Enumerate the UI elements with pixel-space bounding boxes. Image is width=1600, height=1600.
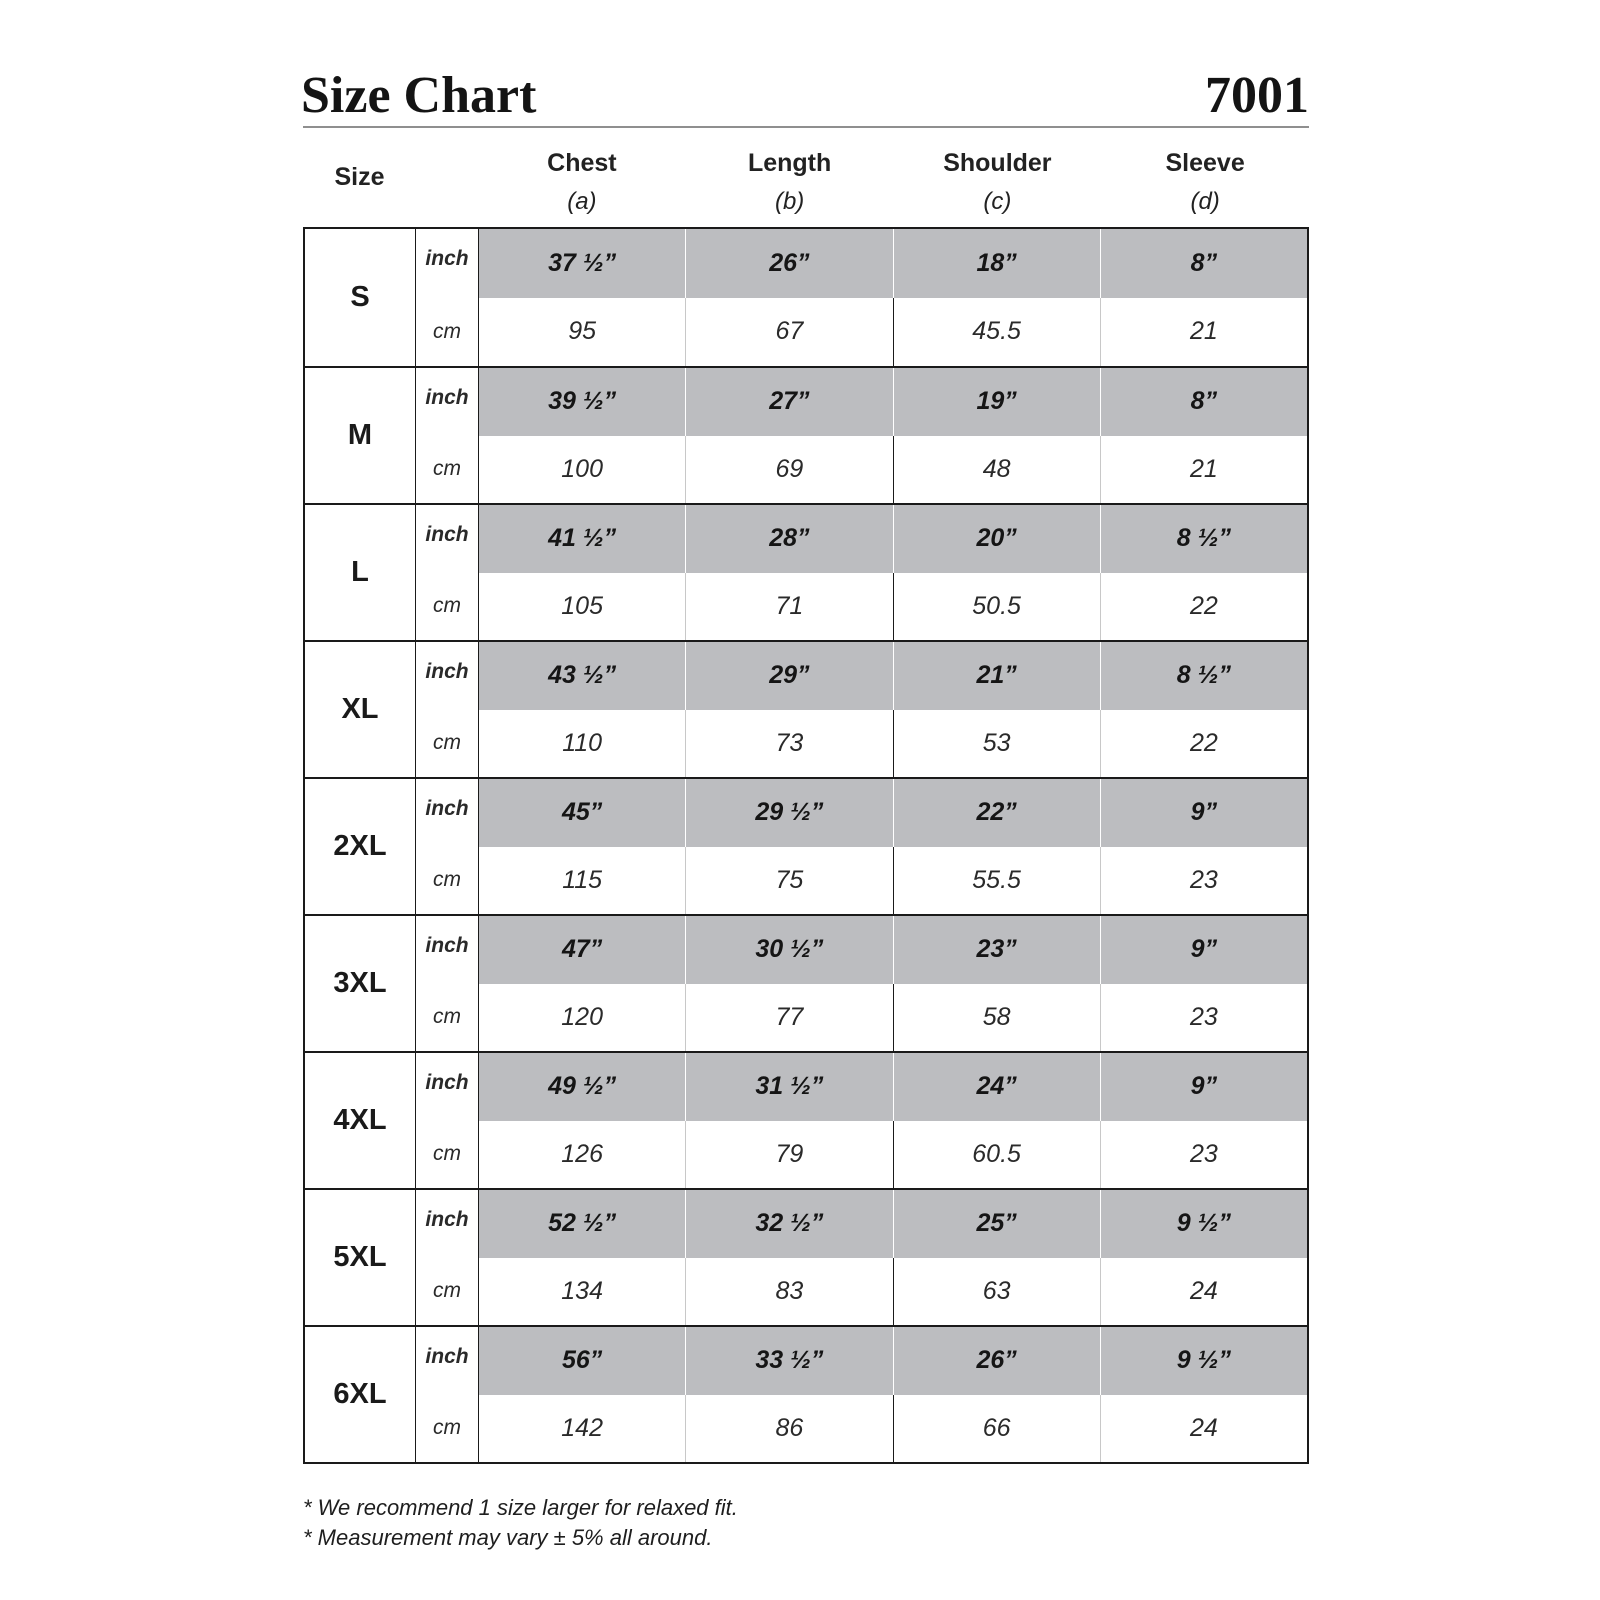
column-header-letter: (c)	[983, 188, 1012, 215]
shoulder-cm-value: 45.5	[894, 298, 1101, 367]
shoulder-inch-value: 24”	[894, 1053, 1101, 1121]
chest-inch-value: 39 ½”	[479, 368, 686, 436]
size-label: M	[305, 368, 416, 503]
column-header-length	[686, 128, 894, 227]
chest-inch-value: 37 ½”	[479, 229, 686, 298]
column-header-shoulder	[894, 128, 1102, 227]
column-header-name: Length	[747, 149, 832, 177]
column-header-name: Chest	[547, 149, 617, 177]
size-block-l	[305, 503, 1307, 640]
chest-cm-value: 142	[479, 1395, 686, 1463]
sleeve-inch-value: 8”	[1190, 387, 1218, 416]
length-inch-value: 31 ½”	[686, 1053, 893, 1121]
inch-row	[416, 916, 1307, 984]
size-block-6xl	[305, 1325, 1307, 1462]
shoulder-cm-value: 55.5	[894, 847, 1101, 915]
sleeve-inch-value: 8”	[1190, 248, 1218, 277]
page-title: Size Chart	[301, 67, 537, 124]
unit-label: inch	[416, 779, 479, 847]
shoulder-cm-value: 48	[894, 436, 1101, 504]
sleeve-cm-value: 24	[1189, 1413, 1218, 1442]
length-cm-value: 69	[686, 436, 893, 504]
chest-inch-value: 45”	[479, 779, 686, 847]
length-cm-value: 71	[686, 573, 893, 641]
product-code: 7001	[1205, 67, 1309, 124]
chest-cm-value: 100	[479, 436, 686, 504]
size-label: S	[305, 229, 416, 366]
title-row	[303, 60, 1309, 128]
unit-label: inch	[416, 368, 479, 436]
footnote-measurement-variance: * Measurement may vary ± 5% all around.	[303, 1525, 713, 1550]
shoulder-inch-value: 23”	[894, 916, 1101, 984]
cm-row	[416, 298, 1307, 367]
length-inch-value: 33 ½”	[686, 1327, 893, 1395]
size-block-xl	[305, 640, 1307, 777]
shoulder-inch-value: 26”	[894, 1327, 1101, 1395]
chest-cm-value: 110	[479, 710, 686, 778]
inch-row	[416, 368, 1307, 436]
sleeve-cm-value: 23	[1189, 1002, 1218, 1031]
length-inch-value: 28”	[686, 505, 893, 573]
length-cm-value: 73	[686, 710, 893, 778]
unit-label: cm	[416, 847, 479, 915]
cm-row	[416, 1121, 1307, 1189]
unit-label: cm	[416, 436, 479, 504]
chest-cm-value: 134	[479, 1258, 686, 1326]
sleeve-cm-value: 21	[1189, 454, 1218, 483]
size-block-m	[305, 366, 1307, 503]
measurement-rows	[416, 1327, 1307, 1462]
footnotes	[303, 1493, 738, 1553]
size-label: 3XL	[305, 916, 416, 1051]
unit-column-header	[416, 128, 478, 227]
size-label: 5XL	[305, 1190, 416, 1325]
column-header-name: Sleeve	[1165, 149, 1245, 177]
measurement-rows	[416, 642, 1307, 777]
shoulder-cm-value: 53	[894, 710, 1101, 778]
unit-label: cm	[416, 984, 479, 1052]
chest-cm-value: 126	[479, 1121, 686, 1189]
sleeve-cm-value: 22	[1189, 728, 1218, 757]
shoulder-cm-value: 63	[894, 1258, 1101, 1326]
sleeve-cm-value: 22	[1189, 591, 1218, 620]
length-cm-value: 75	[686, 847, 893, 915]
sleeve-inch-value: 9 ½”	[1176, 1209, 1231, 1238]
inch-row	[416, 229, 1307, 298]
size-block-4xl	[305, 1051, 1307, 1188]
unit-label: inch	[416, 642, 479, 710]
chest-cm-value: 105	[479, 573, 686, 641]
chest-inch-value: 41 ½”	[479, 505, 686, 573]
shoulder-inch-value: 19”	[894, 368, 1101, 436]
size-label: L	[305, 505, 416, 640]
unit-label: cm	[416, 298, 479, 367]
size-column-header: Size	[334, 163, 385, 191]
unit-label: cm	[416, 573, 479, 641]
measurement-rows	[416, 1190, 1307, 1325]
inch-row	[416, 779, 1307, 847]
length-inch-value: 30 ½”	[686, 916, 893, 984]
unit-label: cm	[416, 1121, 479, 1189]
sleeve-inch-value: 8 ½”	[1176, 524, 1231, 553]
sleeve-cm-value: 23	[1189, 865, 1218, 894]
size-label: XL	[305, 642, 416, 777]
shoulder-inch-value: 18”	[894, 229, 1101, 298]
measurement-rows	[416, 229, 1307, 366]
column-header-letter: (a)	[567, 188, 597, 215]
sleeve-inch-value: 8 ½”	[1176, 661, 1231, 690]
size-block-2xl	[305, 777, 1307, 914]
shoulder-inch-value: 21”	[894, 642, 1101, 710]
shoulder-cm-value: 50.5	[894, 573, 1101, 641]
size-chart-sheet	[303, 60, 1309, 1464]
cm-row	[416, 1258, 1307, 1326]
chest-inch-value: 52 ½”	[479, 1190, 686, 1258]
column-header-chest	[478, 128, 686, 227]
cm-row	[416, 847, 1307, 915]
sleeve-inch-value: 9”	[1190, 1072, 1218, 1101]
length-inch-value: 27”	[686, 368, 893, 436]
measurement-rows	[416, 368, 1307, 503]
cm-row	[416, 984, 1307, 1052]
unit-label: cm	[416, 1258, 479, 1326]
chest-cm-value: 120	[479, 984, 686, 1052]
length-inch-value: 29”	[686, 642, 893, 710]
unit-label: inch	[416, 1327, 479, 1395]
unit-label: inch	[416, 1053, 479, 1121]
unit-label: inch	[416, 505, 479, 573]
length-cm-value: 67	[686, 298, 893, 367]
unit-label: inch	[416, 916, 479, 984]
length-cm-value: 83	[686, 1258, 893, 1326]
measurement-rows	[416, 916, 1307, 1051]
length-cm-value: 79	[686, 1121, 893, 1189]
chest-cm-value: 95	[479, 298, 686, 367]
shoulder-cm-value: 58	[894, 984, 1101, 1052]
shoulder-inch-value: 25”	[894, 1190, 1101, 1258]
sleeve-inch-value: 9”	[1190, 798, 1218, 827]
column-header-letter: (d)	[1190, 188, 1220, 215]
size-label: 2XL	[305, 779, 416, 914]
inch-row	[416, 1053, 1307, 1121]
length-cm-value: 77	[686, 984, 893, 1052]
shoulder-inch-value: 20”	[894, 505, 1101, 573]
cm-row	[416, 436, 1307, 504]
shoulder-cm-value: 66	[894, 1395, 1101, 1463]
cm-row	[416, 1395, 1307, 1463]
inch-row	[416, 642, 1307, 710]
chest-inch-value: 56”	[479, 1327, 686, 1395]
shoulder-inch-value: 22”	[894, 779, 1101, 847]
cm-row	[416, 710, 1307, 778]
unit-label: inch	[416, 229, 479, 298]
shoulder-cm-value: 60.5	[894, 1121, 1101, 1189]
measurement-rows	[416, 505, 1307, 640]
sleeve-cm-value: 24	[1189, 1276, 1218, 1305]
unit-label: inch	[416, 1190, 479, 1258]
footnote-relaxed-fit: * We recommend 1 size larger for relaxed fit.	[303, 1495, 738, 1520]
size-label: 4XL	[305, 1053, 416, 1188]
sleeve-inch-value: 9 ½”	[1176, 1346, 1231, 1375]
chest-inch-value: 49 ½”	[479, 1053, 686, 1121]
size-block-5xl	[305, 1188, 1307, 1325]
cm-row	[416, 573, 1307, 641]
sleeve-inch-value: 9”	[1190, 935, 1218, 964]
length-inch-value: 29 ½”	[686, 779, 893, 847]
column-header-sleeve	[1101, 128, 1309, 227]
length-inch-value: 32 ½”	[686, 1190, 893, 1258]
chest-inch-value: 43 ½”	[479, 642, 686, 710]
size-block-s	[305, 229, 1307, 366]
column-header-name: Shoulder	[943, 149, 1052, 177]
chest-cm-value: 115	[479, 847, 686, 915]
size-label: 6XL	[305, 1327, 416, 1462]
unit-label: cm	[416, 1395, 479, 1463]
length-inch-value: 26”	[686, 229, 893, 298]
measurement-rows	[416, 1053, 1307, 1188]
measurement-rows	[416, 779, 1307, 914]
chest-inch-value: 47”	[479, 916, 686, 984]
inch-row	[416, 1327, 1307, 1395]
table-header	[303, 128, 1309, 229]
size-block-3xl	[305, 914, 1307, 1051]
length-cm-value: 86	[686, 1395, 893, 1463]
size-table	[303, 229, 1309, 1464]
unit-label: cm	[416, 710, 479, 778]
column-header-letter: (b)	[774, 188, 805, 215]
sleeve-cm-value: 23	[1189, 1139, 1218, 1168]
inch-row	[416, 1190, 1307, 1258]
inch-row	[416, 505, 1307, 573]
sleeve-cm-value: 21	[1189, 317, 1218, 346]
